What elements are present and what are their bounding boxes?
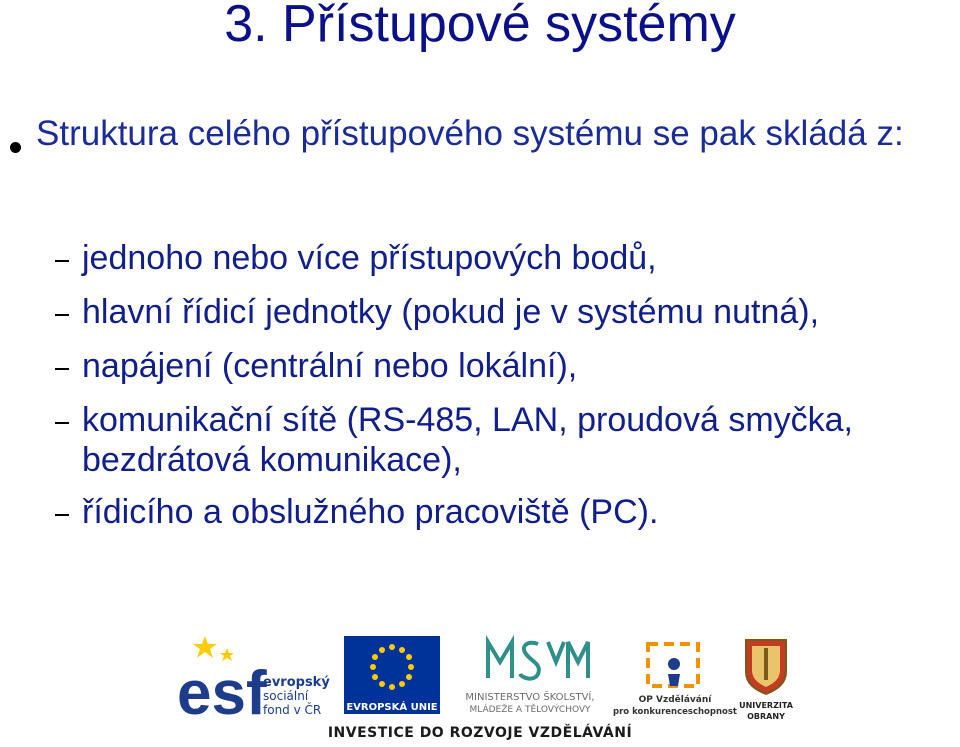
esf-logo [175,634,335,728]
dash-icon [55,514,69,516]
svg-text:sociální: sociální [263,689,309,703]
unob-logo [738,632,794,722]
svg-text:EVROPSKÁ UNIE: EVROPSKÁ UNIE [346,702,438,713]
esf-mark: esf [177,659,267,728]
dash-icon [55,422,69,424]
svg-text:fond v ČR: fond v ČR [263,703,322,717]
svg-text:MLÁDEŽE A TĚLOVÝCHOVY: MLÁDEŽE A TĚLOVÝCHOVY [469,705,591,715]
svg-text:pro konkurenceschopnost: pro konkurenceschopnost [613,707,737,717]
main-bullet-text: Struktura celého přístupového systému se pak skládá z: [36,114,904,153]
svg-text:evropský: evropský [263,675,330,690]
list-item-text: řídicího a obslužného pracoviště (PC). [82,493,659,531]
footer-text: INVESTICE DO ROZVOJE VZDĚLÁVÁNÍ [327,725,633,741]
dash-icon [55,314,69,316]
list-item-text: napájení (centrální nebo lokální), [82,347,578,385]
svg-text:OP Vzdělávání: OP Vzdělávání [638,695,712,705]
dash-icon [55,368,69,370]
list-item [0,346,960,386]
msmt-logo [450,628,610,722]
logo-strip [0,628,960,728]
list-item [0,400,960,480]
dash-icon [55,260,69,262]
svg-text:MINISTERSTVO ŠKOLSTVÍ,: MINISTERSTVO ŠKOLSTVÍ, [465,692,595,703]
list-item-text: jednoho nebo více přístupových bodů, [82,239,657,277]
eu-flag-logo [344,636,440,714]
svg-text:UNIVERZITA: UNIVERZITA [739,701,793,710]
sub-list [0,238,960,546]
list-item [0,238,960,278]
op-vzdelavani-logo [613,634,737,722]
list-item [0,492,960,532]
svg-text:OBRANY: OBRANY [747,712,785,721]
slide-title: 3. Přístupové systémy [224,0,736,53]
main-bullet [10,112,940,156]
list-item-text: komunikační sítě (RS-485, LAN, proudová smyčka, bezdrátová komunikace), [82,401,853,479]
bullet-dot-icon [10,142,21,153]
list-item-text: hlavní řídicí jednotky (pokud je v systému nutná), [82,293,820,331]
list-item [0,292,960,332]
